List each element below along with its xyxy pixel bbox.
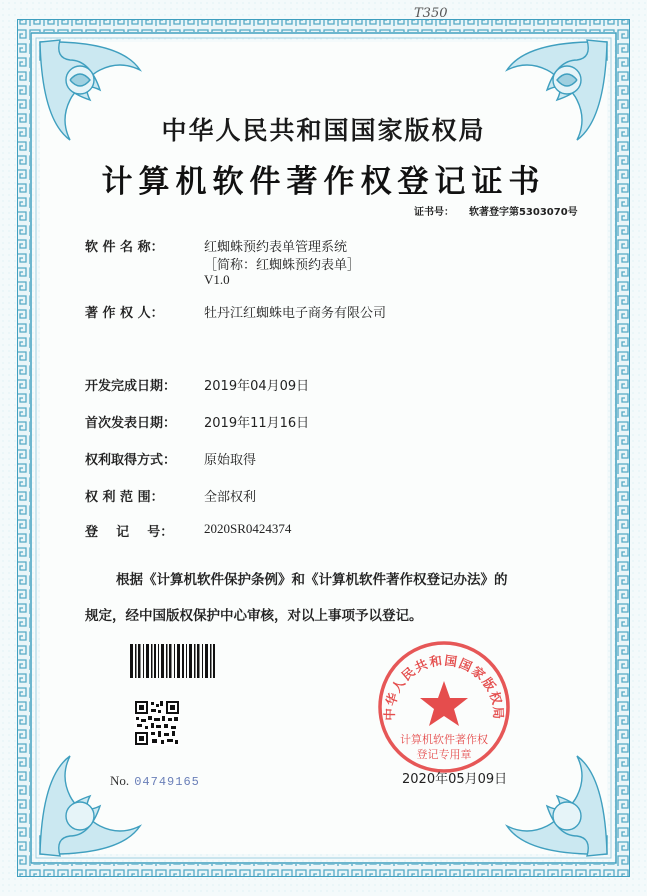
svg-text:计算机软件著作权: 计算机软件著作权 bbox=[400, 733, 488, 746]
star-icon bbox=[420, 681, 468, 726]
issuer-title: 中华人民共和国国家版权局 bbox=[161, 116, 486, 145]
rights-scope-value: 全部权利 bbox=[204, 490, 257, 505]
barcode bbox=[130, 644, 215, 678]
copyright-owner-label: 著 作 权 人： bbox=[85, 306, 164, 321]
svg-text:中华人民共和国国家版权局: 中华人民共和国国家版权局 bbox=[381, 652, 507, 721]
publication-date-label: 首次发表日期： bbox=[85, 416, 177, 431]
acquisition-method-value: 原始取得 bbox=[204, 453, 257, 468]
serial-number-label: No. bbox=[110, 773, 130, 788]
issue-date: 2020年05月09日 bbox=[402, 772, 508, 787]
official-seal bbox=[374, 637, 514, 777]
svg-text:登记专用章: 登记专用章 bbox=[416, 748, 472, 761]
software-name-value: 红蜘蛛预约表单管理系统 bbox=[204, 240, 348, 255]
certificate-number-value: 软著登字第5303070号 bbox=[468, 207, 578, 218]
acquisition-method-label: 权利取得方式： bbox=[85, 453, 177, 468]
software-version: V1.0 bbox=[204, 272, 230, 287]
certificate-number-label: 证书号： bbox=[414, 207, 454, 218]
serial-number-value: 04749165 bbox=[134, 775, 200, 789]
corner-ornament-bottom-right bbox=[507, 756, 607, 856]
qr-code bbox=[134, 700, 180, 746]
rights-scope-label: 权 利 范 围： bbox=[85, 490, 164, 505]
completion-date-value: 2019年04月09日 bbox=[204, 379, 310, 394]
publication-date-value: 2019年11月16日 bbox=[204, 416, 310, 431]
certificate-title: 计算机软件著作权登记证书 bbox=[101, 164, 546, 200]
handwritten-note: T350 bbox=[414, 6, 448, 21]
software-name-label: 软 件 名 称： bbox=[85, 240, 164, 255]
statement-line-1: 根据《计算机软件保护条例》和《计算机软件著作权登记办法》的 bbox=[116, 572, 508, 588]
copyright-owner-value: 牡丹江红蜘蛛电子商务有限公司 bbox=[204, 306, 387, 321]
completion-date-label: 开发完成日期： bbox=[85, 379, 177, 394]
statement-line-2: 规定，经中国版权保护中心审核，对以上事项予以登记。 bbox=[85, 608, 423, 624]
serial-number bbox=[110, 770, 200, 789]
registration-number-label: 登 记 号： bbox=[85, 525, 174, 540]
certificate-number bbox=[414, 203, 578, 218]
registration-number-value: 2020SR0424374 bbox=[204, 521, 292, 536]
software-short-name: ［简称：红蜘蛛预约表单］ bbox=[204, 258, 361, 273]
